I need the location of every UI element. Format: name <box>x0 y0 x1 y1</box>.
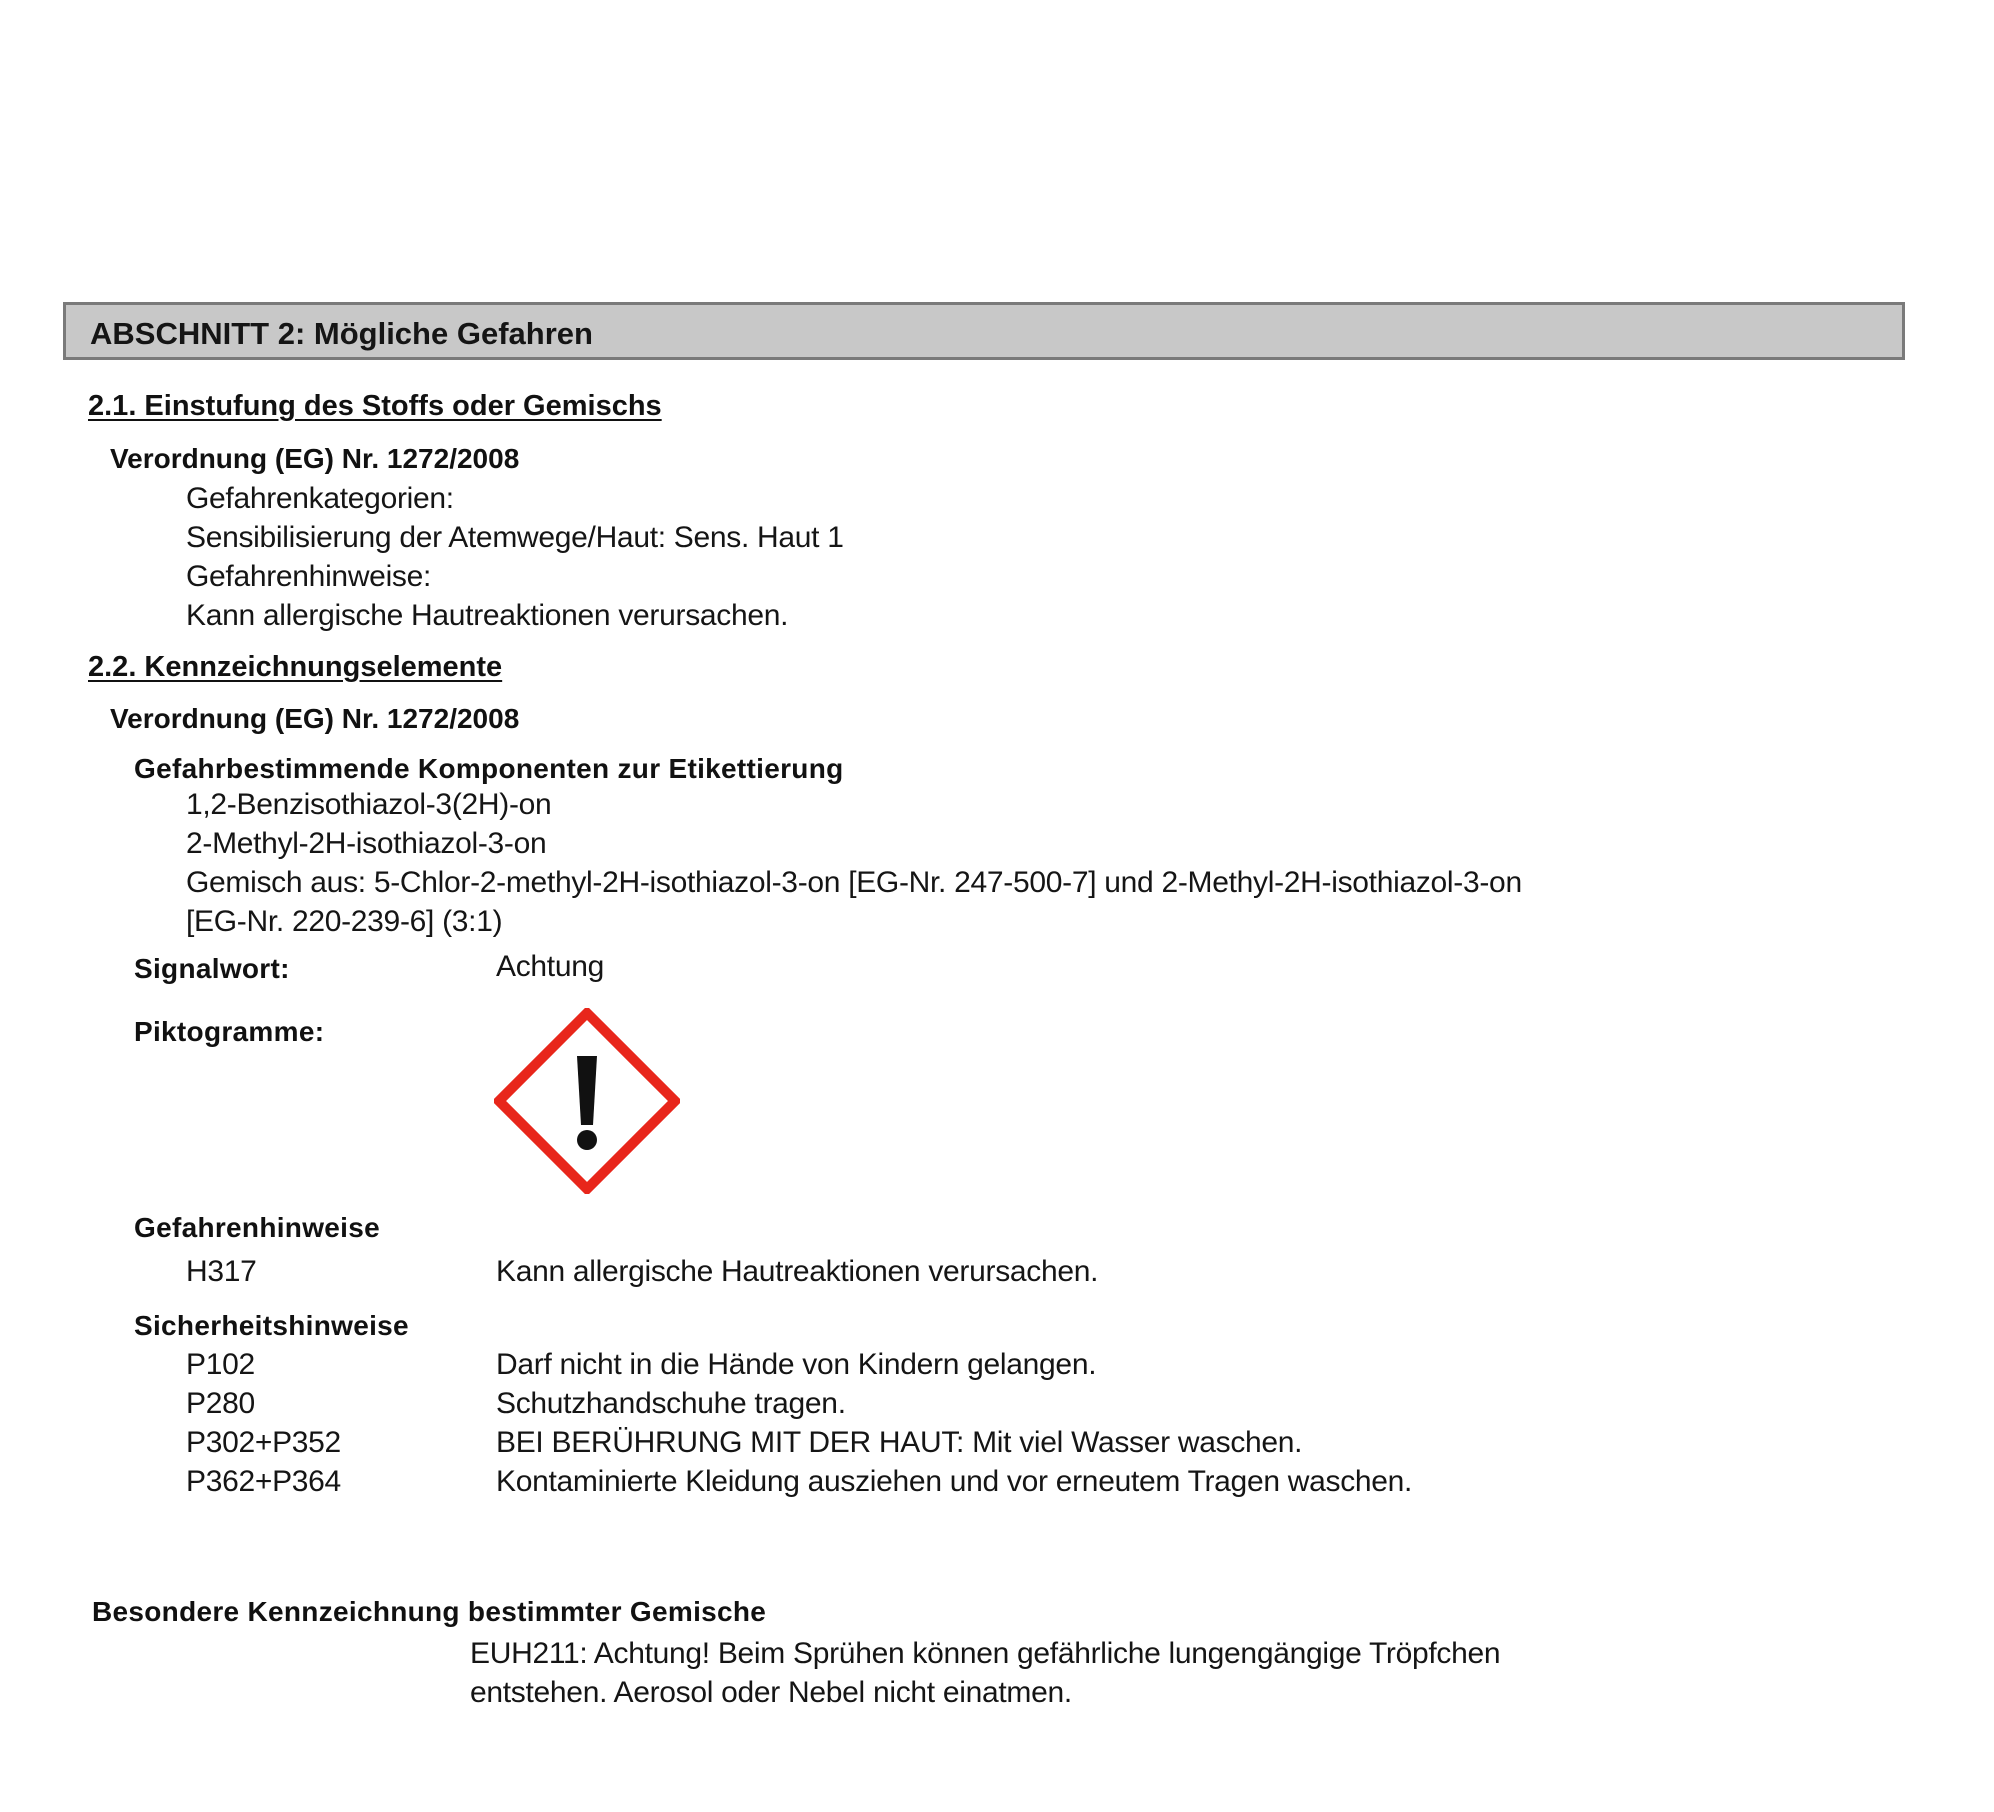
exclamation-mark-hazard-icon <box>494 1008 680 1194</box>
hazard-statements-heading: Gefahrenhinweise <box>134 1212 380 1243</box>
heading-2-1: 2.1. Einstufung des Stoffs oder Gemischs <box>88 390 662 422</box>
regulation-2-1: Verordnung (EG) Nr. 1272/2008 <box>110 443 520 474</box>
precaution-text: Kontaminierte Kleidung ausziehen und vor erneutem Tragen waschen. <box>496 1465 1413 1498</box>
special-labelling-heading: Besondere Kennzeichnung bestimmter Gemische <box>92 1596 767 1627</box>
component-line: 1,2-Benzisothiazol-3(2H)-on <box>186 788 552 821</box>
precaution-text: Schutzhandschuhe tragen. <box>496 1387 846 1420</box>
regulation-2-2: Verordnung (EG) Nr. 1272/2008 <box>110 703 520 734</box>
precaution-text: Darf nicht in die Hände von Kindern gelangen. <box>496 1348 1097 1381</box>
signal-word-label: Signalwort: <box>134 953 290 984</box>
heading-2-2: 2.2. Kennzeichnungselemente <box>88 651 503 683</box>
special-labelling-line: entstehen. Aerosol oder Nebel nicht einatmen. <box>470 1676 1072 1709</box>
classification-line: Gefahrenhinweise: <box>186 560 432 593</box>
component-line: [EG-Nr. 220-239-6] (3:1) <box>186 905 503 938</box>
components-heading: Gefahrbestimmende Komponenten zur Etikettierung <box>134 753 844 784</box>
signal-word-value: Achtung <box>496 950 604 983</box>
hazard-code: H317 <box>186 1255 257 1288</box>
precautionary-statements-heading: Sicherheitshinweise <box>134 1310 409 1341</box>
special-labelling-line: EUH211: Achtung! Beim Sprühen können gefährliche lungengängige Tröpfchen <box>470 1637 1501 1670</box>
precaution-code: P302+P352 <box>186 1426 341 1459</box>
section-title: ABSCHNITT 2: Mögliche Gefahren <box>90 316 593 351</box>
section-header <box>63 302 1905 360</box>
classification-line: Gefahrenkategorien: <box>186 482 454 515</box>
component-line: 2-Methyl-2H-isothiazol-3-on <box>186 827 547 860</box>
precaution-text: BEI BERÜHRUNG MIT DER HAUT: Mit viel Wasser waschen. <box>496 1426 1303 1459</box>
classification-line: Sensibilisierung der Atemwege/Haut: Sens. Haut 1 <box>186 521 844 554</box>
hazard-text: Kann allergische Hautreaktionen verursachen. <box>496 1255 1099 1288</box>
precaution-code: P102 <box>186 1348 255 1381</box>
classification-line: Kann allergische Hautreaktionen verursachen. <box>186 599 789 632</box>
component-line: Gemisch aus: 5-Chlor-2-methyl-2H-isothiazol-3-on [EG-Nr. 247-500-7] und 2-Methyl-2H-isothiazol-3-on <box>186 866 1522 899</box>
precaution-code: P280 <box>186 1387 255 1420</box>
precaution-code: P362+P364 <box>186 1465 341 1498</box>
pictograms-label: Piktogramme: <box>134 1016 325 1047</box>
